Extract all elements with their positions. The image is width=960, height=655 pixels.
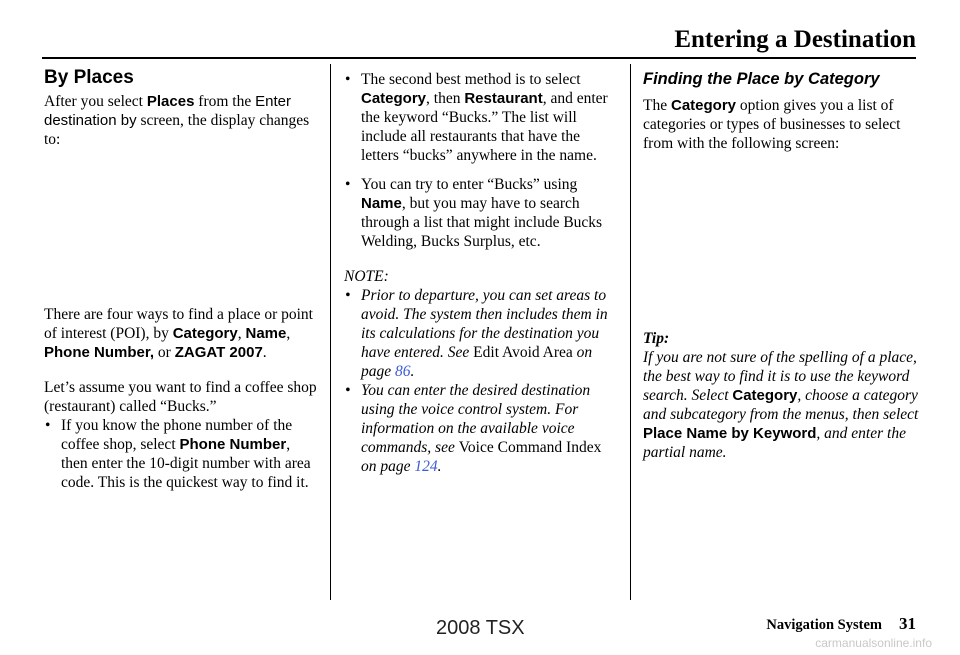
note-label: NOTE: xyxy=(344,268,389,285)
text: . xyxy=(410,363,415,380)
section-heading-by-category: Finding the Place by Category xyxy=(643,70,880,88)
paragraph-four-ways xyxy=(44,305,320,362)
screen-image-placeholder xyxy=(44,149,320,305)
column-3 xyxy=(643,68,919,462)
paragraph-intro xyxy=(44,92,320,149)
text: . xyxy=(437,458,442,475)
bullet-phone-number xyxy=(44,416,320,492)
tip-text xyxy=(643,348,919,462)
ui-term-places: Places xyxy=(146,93,195,110)
text: You can try to enter “Bucks” using xyxy=(361,176,578,193)
page-number: 31 xyxy=(899,614,916,633)
column-2 xyxy=(344,70,620,476)
text: , choose a category and subcategory from the menus, then select xyxy=(643,387,919,423)
text: If you are not sure of the spelling of a place, the best way to find it is to use the keyword search. Select xyxy=(643,349,917,404)
watermark-model: 2008 TSX xyxy=(436,617,525,639)
text: on page xyxy=(361,344,593,380)
ui-term-zagat: ZAGAT 2007 xyxy=(174,344,263,361)
text: on page xyxy=(361,458,415,475)
ui-term-name: Name xyxy=(361,195,402,212)
text: After you select xyxy=(44,93,147,110)
ui-term-phone-number: Phone Number, xyxy=(44,344,155,361)
text: screen, the display changes to: xyxy=(44,112,310,148)
page-link-124[interactable]: 124 xyxy=(414,458,438,475)
watermark-site: carmanualsonline.info xyxy=(815,636,932,650)
tip-block xyxy=(643,329,919,462)
page-link-86[interactable]: 86 xyxy=(395,363,411,380)
text: from the xyxy=(194,93,256,110)
column-divider-1 xyxy=(330,64,331,600)
ui-term-category: Category xyxy=(361,90,427,107)
ui-term-place-name-by-keyword: Place Name by Keyword xyxy=(643,425,817,442)
text: The xyxy=(643,97,671,114)
paragraph-example: Let’s assume you want to find a coffee shop (restaurant) called “Bucks.” xyxy=(44,379,317,415)
paragraph-category-option xyxy=(643,96,919,153)
section-heading-by-places: By Places xyxy=(44,67,134,88)
text: The second best method is to select xyxy=(361,71,581,88)
text: You can enter the desired destination using the voice control system. For information on the available voice commands, see xyxy=(361,382,591,456)
screen-image-placeholder xyxy=(643,153,919,329)
text: or xyxy=(154,344,175,361)
note-avoid-areas xyxy=(344,286,620,381)
text: There are four ways to find a place or point of interest (POI), by xyxy=(44,306,313,342)
ui-term-category: Category xyxy=(732,387,798,404)
text: option gives you a list of categories or types of businesses to select from with the following screen: xyxy=(643,97,901,152)
reference-voice-command-index: Voice Command Index xyxy=(458,439,602,456)
ui-term-restaurant: Restaurant xyxy=(464,90,543,107)
header-rule xyxy=(42,57,916,59)
text: , then xyxy=(426,90,465,107)
bullet-category-method xyxy=(344,70,620,165)
text: , xyxy=(237,325,246,342)
note-block xyxy=(344,267,620,476)
ui-term-category: Category xyxy=(670,97,737,114)
ui-term-enter-destination: Enter destination by xyxy=(44,93,291,129)
text: If you know the phone number of the coffee shop, select xyxy=(61,417,293,453)
text: , then enter the 10-digit number with area code. This is the quickest way to find it. xyxy=(61,436,311,491)
column-1 xyxy=(44,66,320,492)
reference-edit-avoid-area: Edit Avoid Area xyxy=(473,344,573,361)
ui-term-phone-number: Phone Number xyxy=(179,436,287,453)
ui-term-name: Name xyxy=(245,325,287,342)
text: Prior to departure, you can set areas to avoid. The system then includes them in its calculations for the destination you have entered. See xyxy=(361,287,608,361)
note-voice-control xyxy=(344,381,620,476)
bullet-name-method xyxy=(344,175,620,251)
ui-term-category: Category xyxy=(172,325,238,342)
text: , and enter the partial name. xyxy=(643,425,906,461)
tip-label: Tip: xyxy=(643,330,670,347)
text: , but you may have to search through a list that might include Bucks Welding, Bucks Surplus, etc. xyxy=(361,195,603,250)
footer-section-name: Navigation System xyxy=(766,617,882,633)
text: . xyxy=(262,344,267,361)
text: , xyxy=(286,325,291,342)
column-divider-2 xyxy=(630,64,631,600)
page-title: Entering a Destination xyxy=(674,26,916,53)
text: , and enter the keyword “Bucks.” The list will include all restaurants that have the letters “bucks” anywhere in the name. xyxy=(361,90,608,164)
